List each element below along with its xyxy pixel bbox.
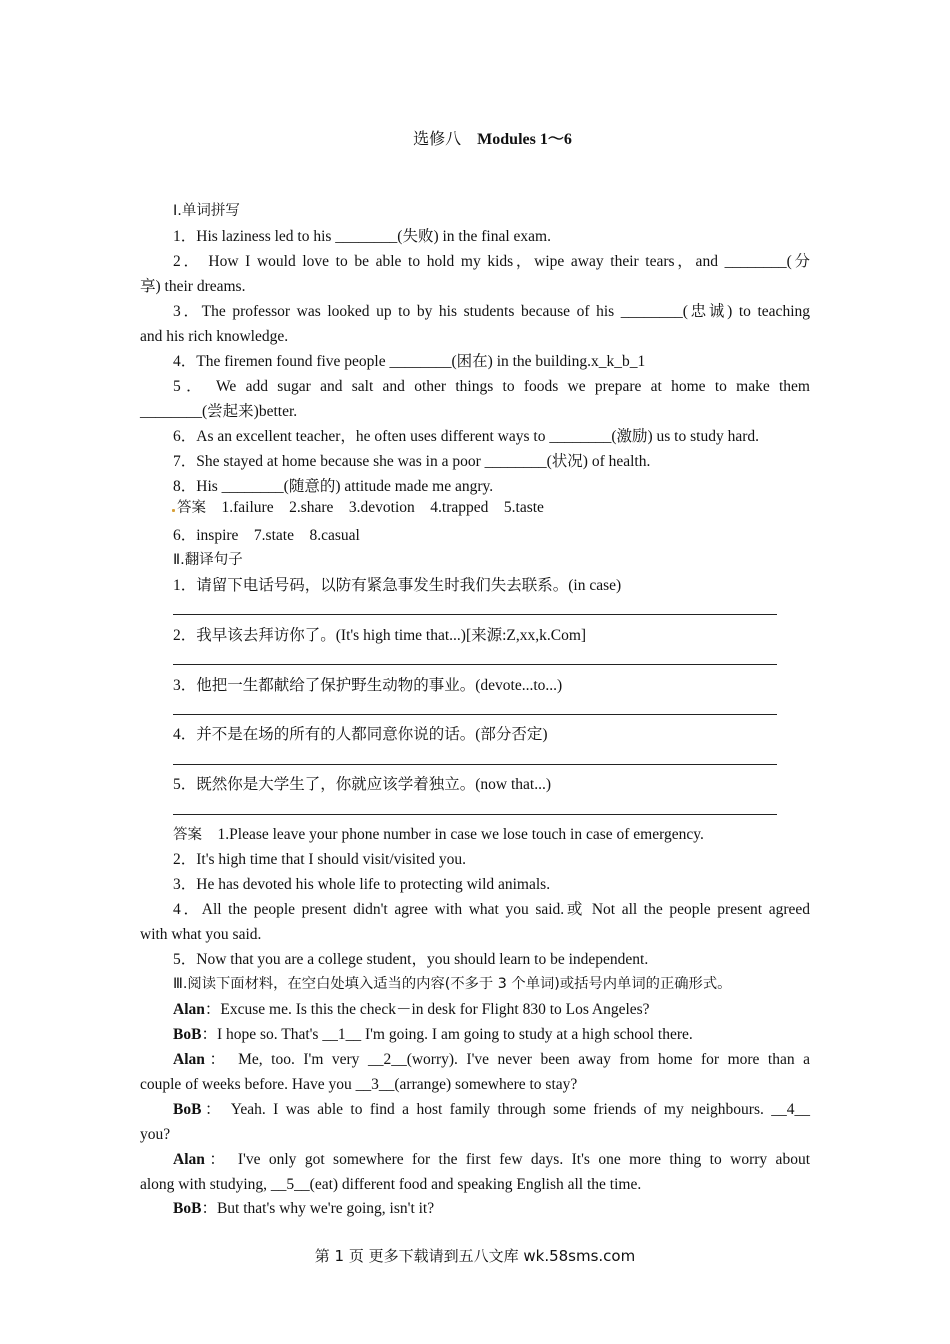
dialog-line-3-cont <box>140 1075 577 1095</box>
dialog-line-5 <box>173 1150 810 1170</box>
dialog-text-1: ：Excuse me. Is this the check－in desk for Flight 830 to Los Angeles? <box>204 1001 650 1018</box>
speaker-alan: Alan <box>173 1001 205 1018</box>
s2-a3: 3．He has devoted his whole life to protecting wild animals. <box>173 876 551 893</box>
dialog-text-2a: ：I hope so. That's <box>201 1026 323 1043</box>
dialog-text-5b: along w <box>140 1176 190 1193</box>
s2-answer-1 <box>173 825 704 845</box>
s1-q3a: 3．The professor was looked up to by his students because of his ________(忠诚) to teaching <box>173 303 810 320</box>
s2-q4: 4．并不是在场的所有的人都同意你说的话。(部分否定) <box>173 726 548 743</box>
answer-line-3 <box>173 714 777 715</box>
answer-line-5 <box>173 814 777 815</box>
s2-a4a: 4．All the people present didn't agree with what you said.或 Not all the people present agreed <box>173 901 810 918</box>
s1-q7: 7．She stayed at home because she was in a poor ________(状况) of health. <box>173 453 651 470</box>
blank-1: __1__ <box>322 1026 362 1043</box>
dialog-text-3d: (arrange) somewhere to stay? <box>394 1076 578 1093</box>
s2-q5: 5．既然你是大学生了，你就应该学着独立。(now that...) <box>173 776 552 793</box>
dialog-line-2 <box>173 1025 693 1045</box>
s2-q2: 2．我早该去拜访你了。(It's high time that...)[来源:Z,xx,k.Com] <box>173 627 587 644</box>
s2-a5: 5．Now that you are a college student，you should learn to be independent. <box>173 951 649 968</box>
page-title <box>0 126 950 149</box>
blank-3: __3__ <box>355 1076 395 1093</box>
s1-q2b: 享) their dreams. <box>140 278 246 295</box>
s2-a4b: with what you said. <box>140 926 262 943</box>
section2-heading: Ⅱ.翻译句子 <box>173 552 243 568</box>
dialog-text-4a: ： Yeah. I was able to find a host family through some friends of my neighbours. <box>201 1101 772 1118</box>
s1-q4: 4．The firemen found five people ________(困在) in the building.x_k_b_1 <box>173 353 646 370</box>
title-zh: 选修八 <box>413 131 462 148</box>
dialog-text-5c: ith studying, <box>189 1176 271 1193</box>
s2-a2: 2．It's high time that I should visit/visited you. <box>173 851 466 868</box>
s1-q3b: and his rich knowledge. <box>140 328 289 345</box>
s1-q5b: ________(尝起来)better. <box>140 403 298 420</box>
s1-q8: 8．His ________(随意的) attitude made me angry. <box>173 478 494 495</box>
dialog-text-2b: I'm going. I am going to study at a high school there. <box>361 1026 693 1043</box>
s1-answers-2: 6．inspire 7.state 8.casual <box>173 527 360 544</box>
blank-5: __5__ <box>270 1176 310 1193</box>
dialog-text-3a: ： Me, too. I'm very <box>204 1051 368 1068</box>
s1-q6: 6．As an excellent teacher，he often uses different ways to ________(激励) us to study hard. <box>173 428 759 445</box>
s1-q1: 1．His laziness led to his ________(失败) in the final exam. <box>173 228 551 245</box>
dialog-line-4-cont: you? <box>140 1126 171 1143</box>
answer-line-1 <box>173 614 777 615</box>
speaker-bob: BoB <box>173 1101 202 1118</box>
speaker-alan: Alan <box>173 1051 205 1068</box>
dialog-text-5d: (eat) different food and speaking English all the time. <box>309 1176 642 1193</box>
s2-q3: 3．他把一生都献给了保护野生动物的事业。(devote...to...) <box>173 677 563 694</box>
dialog-line-1 <box>173 1000 650 1020</box>
answer-line-4 <box>173 764 777 765</box>
s2-q1: 1．请留下电话号码，以防有紧急事发生时我们失去联系。(in case) <box>173 577 622 594</box>
dialog-text-3c: couple of weeks before. Have you <box>140 1076 356 1093</box>
s2-a1: 1.Please leave your phone number in case we lose touch in case of emergency. <box>217 826 704 843</box>
s1-q5a: 5． We add sugar and salt and other things to foods we prepare at home to make them <box>173 378 810 395</box>
dialog-line-4 <box>173 1100 810 1120</box>
answer-label-2: 答案 <box>173 827 202 843</box>
dialog-line-3 <box>173 1050 810 1070</box>
dialog-text-5a: ： I've only got somewhere for the first few days. It's one more thing to worry about <box>204 1151 810 1168</box>
s1-answers <box>177 498 544 518</box>
dialog-line-5-cont <box>140 1175 641 1195</box>
page-footer: 第 1 页 更多下载请到五八文库 wk.58sms.com <box>314 1247 636 1265</box>
answer-label: 答案 <box>177 500 206 516</box>
speaker-alan: Alan <box>173 1151 205 1168</box>
title-en: Modules 1～6 <box>477 131 572 148</box>
dialog-line-6 <box>173 1199 434 1219</box>
answer-line-2 <box>173 664 777 665</box>
dialog-text-6: ：But that's why we're going, isn't it? <box>201 1200 435 1217</box>
s1-q2a: 2． How I would love to be able to hold my kids，wipe away their tears，and ________(分 <box>173 253 810 270</box>
section3-heading: Ⅲ.阅读下面材料，在空白处填入适当的内容(不多于 3 个单词)或括号内单词的正确形式。 <box>173 976 732 992</box>
dialog-text-3b: (worry). I've never been away from home for more than a <box>406 1051 811 1068</box>
speaker-bob: BoB <box>173 1026 202 1043</box>
s1-answers-1: 1.failure 2.share 3.devotion 4.trapped 5.taste <box>221 499 544 516</box>
speaker-bob: BoB <box>173 1200 202 1217</box>
blank-2: __2__ <box>367 1051 407 1068</box>
blank-4: __4__ <box>771 1101 810 1118</box>
marker-dot <box>172 509 175 512</box>
section1-heading: Ⅰ.单词拼写 <box>173 203 240 219</box>
